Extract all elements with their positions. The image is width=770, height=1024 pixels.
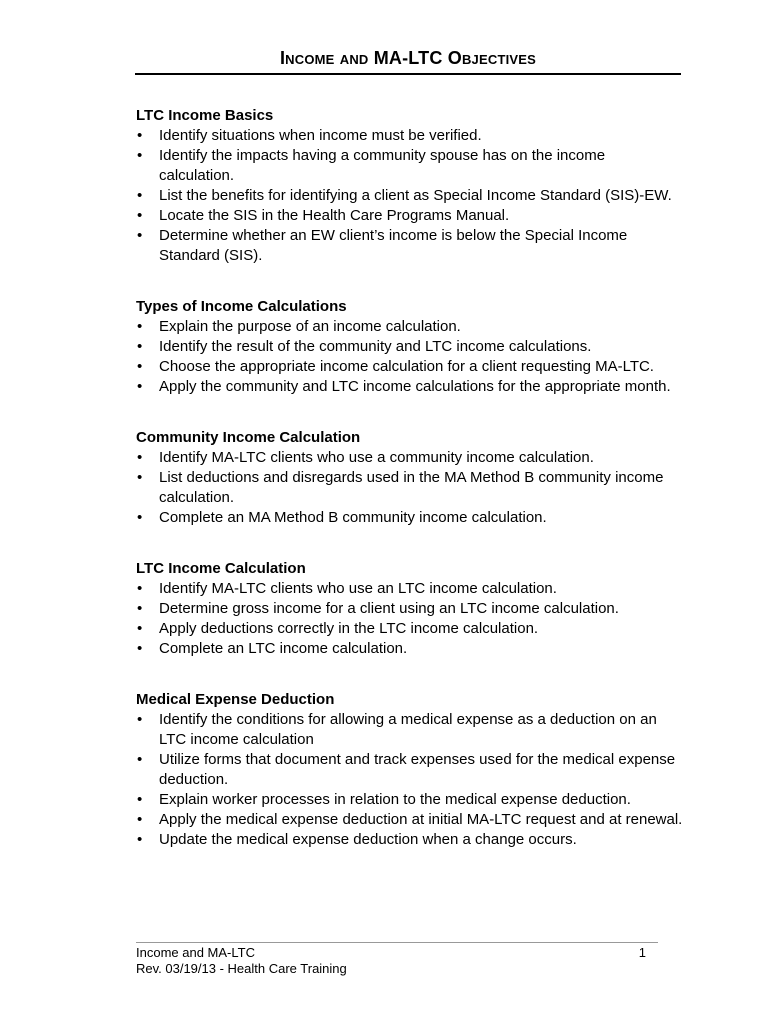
list-item: • List deductions and disregards used in the MA Method B community income calculation. bbox=[136, 468, 684, 508]
page-title: Income and MA-LTC Objectives bbox=[279, 48, 537, 68]
title-divider bbox=[135, 73, 681, 75]
list-item: • Identify situations when income must be verified. bbox=[136, 126, 684, 146]
section-heading: Community Income Calculation bbox=[136, 429, 361, 446]
list-item: • Identify MA-LTC clients who use a community income calculation. bbox=[136, 448, 684, 468]
section-community-income-calculation bbox=[136, 428, 684, 528]
list-item: • Identify MA-LTC clients who use an LTC income calculation. bbox=[136, 579, 684, 599]
objective-list bbox=[136, 448, 684, 528]
list-item: • Identify the conditions for allowing a medical expense as a deduction on an LTC income calculation bbox=[136, 710, 684, 750]
list-item: • Apply the medical expense deduction at initial MA-LTC request and at renewal. bbox=[136, 810, 684, 830]
section-heading: Types of Income Calculations bbox=[136, 298, 347, 315]
list-item: • Utilize forms that document and track expenses used for the medical expense deduction. bbox=[136, 750, 684, 790]
objective-list bbox=[136, 710, 684, 850]
section-heading: Medical Expense Deduction bbox=[136, 691, 335, 708]
objective-list bbox=[136, 126, 684, 266]
list-item: • Choose the appropriate income calculation for a client requesting MA-LTC. bbox=[136, 357, 684, 377]
footer-divider bbox=[136, 942, 658, 943]
footer-revision: Rev. 03/19/13 - Health Care Training bbox=[136, 961, 347, 976]
list-item: • List the benefits for identifying a client as Special Income Standard (SIS)-EW. bbox=[136, 186, 684, 206]
list-item: • Complete an LTC income calculation. bbox=[136, 639, 684, 659]
page-footer bbox=[136, 945, 646, 977]
objectives-content bbox=[136, 106, 684, 850]
list-item: • Identify the result of the community and LTC income calculations. bbox=[136, 337, 684, 357]
section-ltc-income-calculation bbox=[136, 559, 684, 659]
page-number: 1 bbox=[638, 945, 646, 960]
objective-list bbox=[136, 579, 684, 659]
list-item: • Apply the community and LTC income calculations for the appropriate month. bbox=[136, 377, 684, 397]
list-item: • Locate the SIS in the Health Care Programs Manual. bbox=[136, 206, 684, 226]
list-item: • Determine gross income for a client using an LTC income calculation. bbox=[136, 599, 684, 619]
list-item: • Determine whether an EW client’s income is below the Special Income Standard (SIS). bbox=[136, 226, 684, 266]
list-item: • Identify the impacts having a community spouse has on the income calculation. bbox=[136, 146, 684, 186]
list-item: • Update the medical expense deduction when a change occurs. bbox=[136, 830, 684, 850]
list-item: • Explain the purpose of an income calculation. bbox=[136, 317, 684, 337]
section-types-of-income-calculations bbox=[136, 297, 684, 397]
section-ltc-income-basics bbox=[136, 106, 684, 266]
footer-doc-title: Income and MA-LTC bbox=[136, 945, 255, 960]
list-item: • Complete an MA Method B community income calculation. bbox=[136, 508, 684, 528]
list-item: • Explain worker processes in relation to the medical expense deduction. bbox=[136, 790, 684, 810]
objective-list bbox=[136, 317, 684, 397]
section-medical-expense-deduction bbox=[136, 690, 684, 850]
section-heading: LTC Income Calculation bbox=[136, 560, 306, 577]
list-item: • Apply deductions correctly in the LTC income calculation. bbox=[136, 619, 684, 639]
section-heading: LTC Income Basics bbox=[136, 107, 274, 124]
